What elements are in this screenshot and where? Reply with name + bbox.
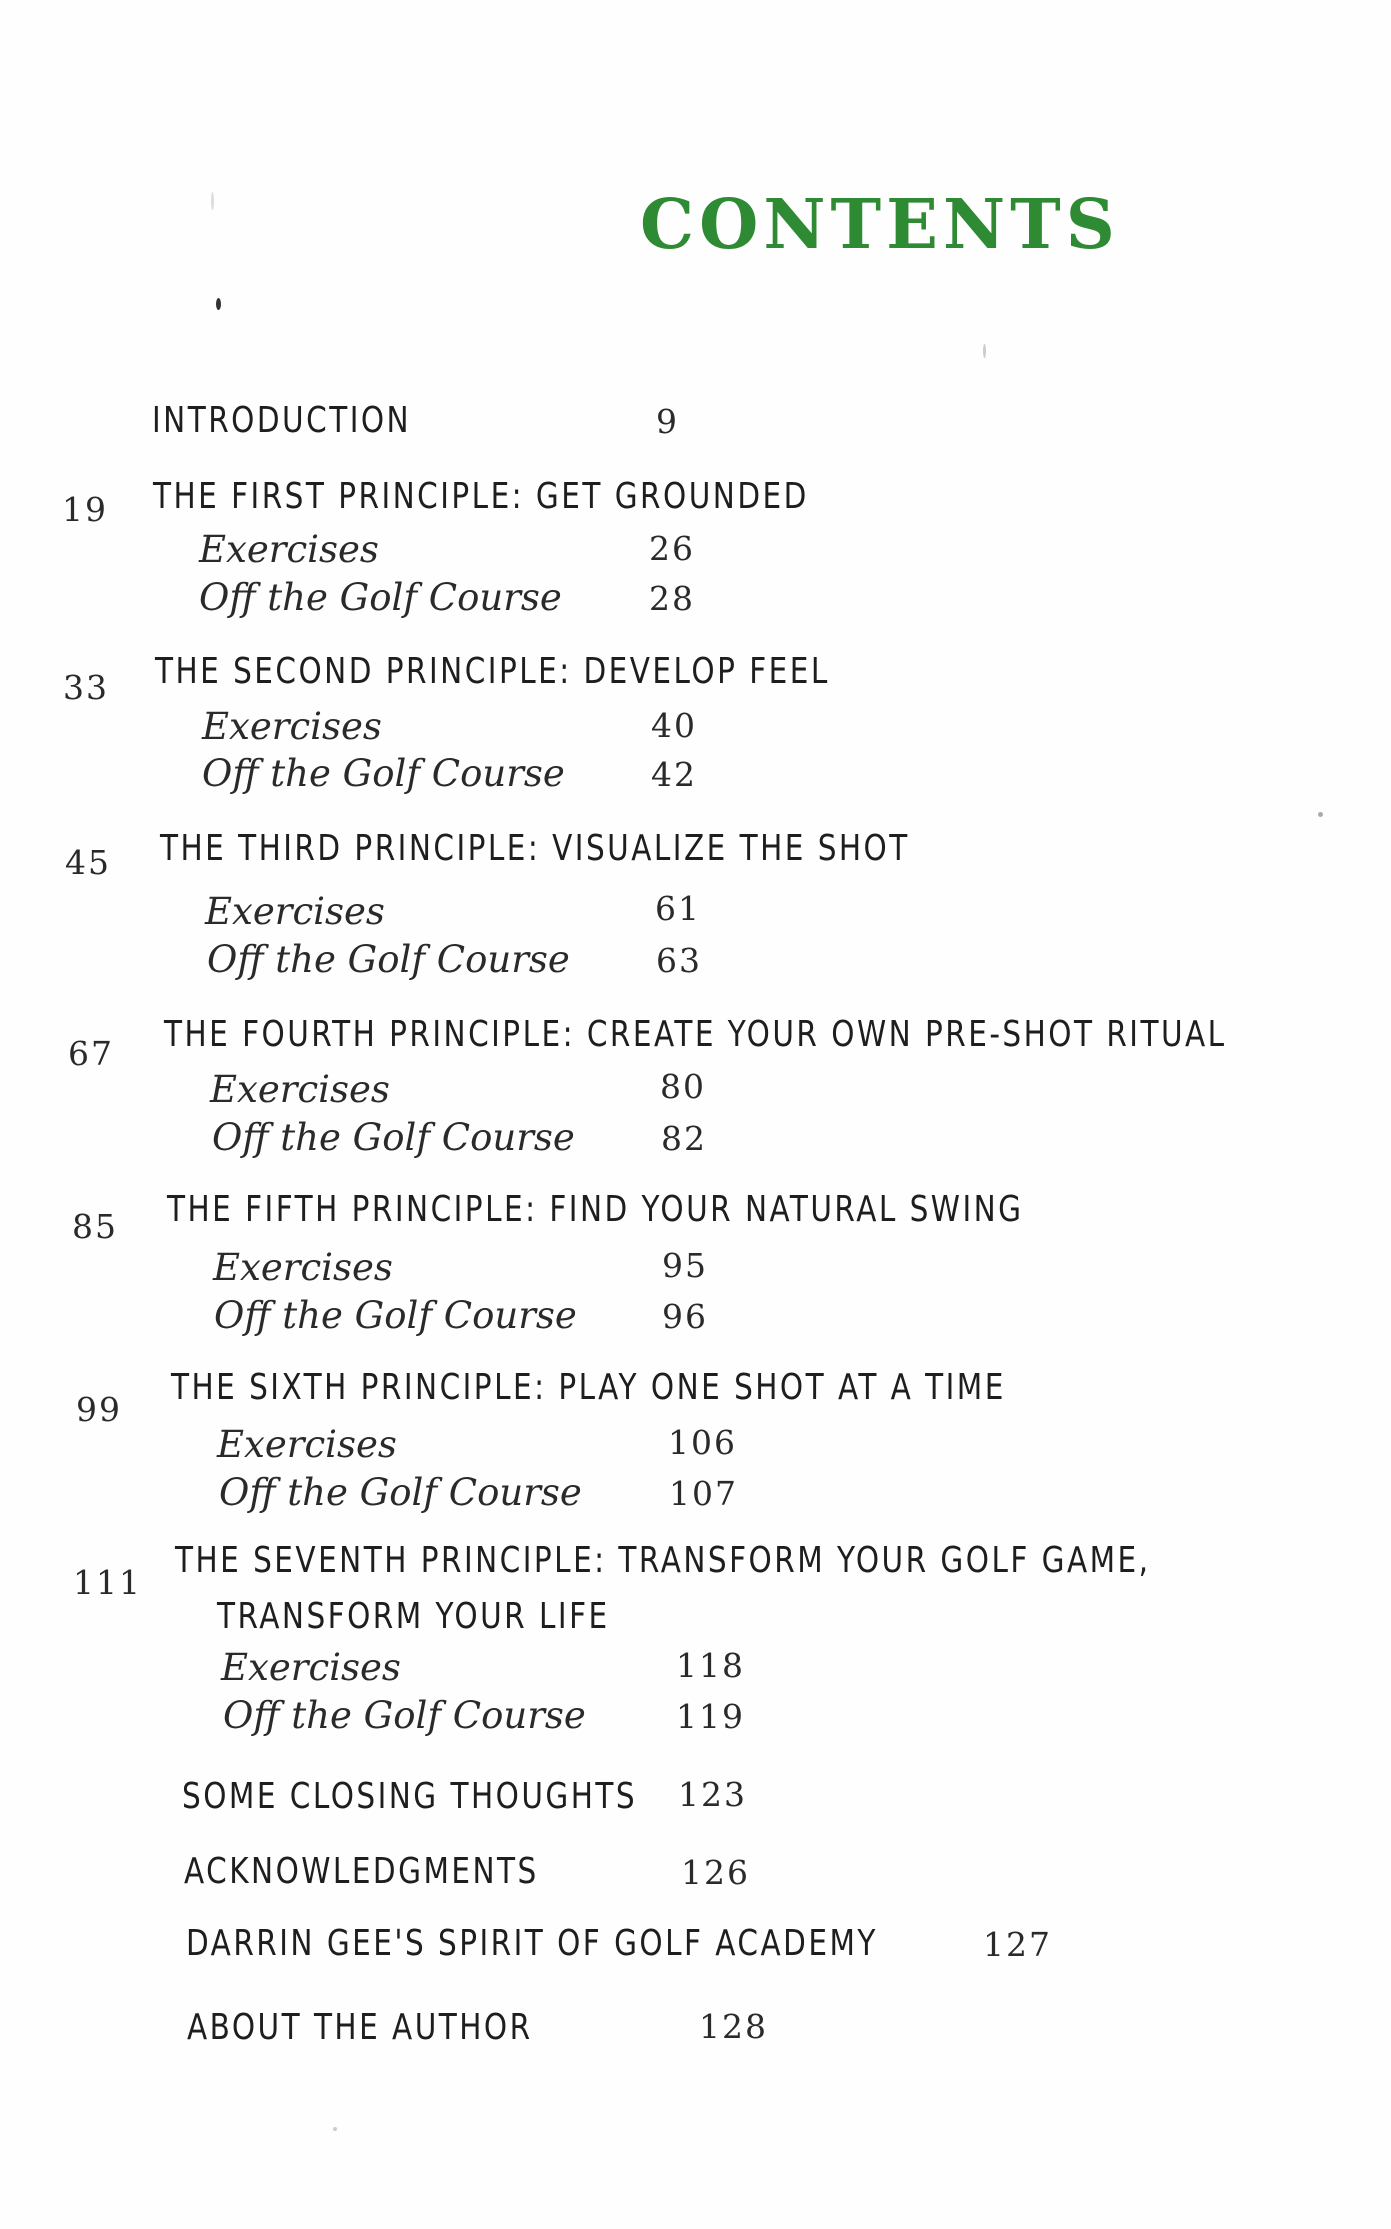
chapter-5-off-course-label: Off the Golf Course [214, 1294, 577, 1337]
chapter-3-exercises-page: 61 [655, 889, 701, 928]
chapter-2-start-page: 33 [63, 668, 109, 707]
chapter-1-off-course-label: Off the Golf Course [199, 576, 562, 619]
chapter-6-off-course-label: Off the Golf Course [219, 1471, 582, 1514]
chapter-7-title-line-2: TRANSFORM YOUR LIFE [217, 1596, 610, 1637]
page-title: CONTENTS [640, 185, 1120, 265]
chapter-3-exercises-label: Exercises [205, 890, 385, 933]
scan-speck [211, 192, 214, 210]
toc-introduction-page: 9 [656, 402, 679, 441]
chapter-3-title: THE THIRD PRINCIPLE: VISUALIZE THE SHOT [160, 828, 910, 869]
toc-academy-label: DARRIN GEE'S SPIRIT OF GOLF ACADEMY [186, 1923, 878, 1964]
chapter-4-off-course-label: Off the Golf Course [212, 1116, 575, 1159]
scan-speck [333, 2127, 337, 2131]
chapter-1-exercises-label: Exercises [199, 528, 379, 571]
toc-about-author-label: ABOUT THE AUTHOR [187, 2007, 533, 2048]
chapter-2-exercises-label: Exercises [202, 705, 382, 748]
scan-speck [983, 344, 986, 358]
chapter-2-off-course-label: Off the Golf Course [202, 752, 565, 795]
chapter-5-start-page: 85 [72, 1207, 118, 1246]
chapter-2-exercises-page: 40 [651, 706, 697, 745]
chapter-1-off-course-page: 28 [649, 579, 695, 618]
toc-closing-thoughts-label: SOME CLOSING THOUGHTS [182, 1776, 638, 1817]
chapter-5-exercises-label: Exercises [213, 1246, 393, 1289]
chapter-5-title: THE FIFTH PRINCIPLE: FIND YOUR NATURAL SWING [167, 1189, 1024, 1230]
chapter-6-start-page: 99 [76, 1390, 122, 1429]
chapter-4-title: THE FOURTH PRINCIPLE: CREATE YOUR OWN PRE-SHOT RITUAL [164, 1014, 1227, 1055]
toc-introduction-label: INTRODUCTION [152, 400, 412, 441]
chapter-5-exercises-page: 95 [662, 1246, 708, 1285]
chapter-6-exercises-page: 106 [668, 1423, 737, 1462]
scan-speck [1318, 812, 1323, 817]
toc-closing-thoughts-page: 123 [678, 1775, 747, 1814]
chapter-2-title: THE SECOND PRINCIPLE: DEVELOP FEEL [155, 651, 830, 692]
chapter-4-exercises-page: 80 [660, 1067, 706, 1106]
chapter-7-start-page: 111 [73, 1563, 142, 1602]
chapter-3-off-course-page: 63 [656, 941, 702, 980]
chapter-7-off-course-label: Off the Golf Course [223, 1694, 586, 1737]
chapter-7-exercises-label: Exercises [221, 1646, 401, 1689]
chapter-7-title: THE SEVENTH PRINCIPLE: TRANSFORM YOUR GOLF GAME, [175, 1540, 1151, 1581]
chapter-3-off-course-label: Off the Golf Course [207, 938, 570, 981]
chapter-4-exercises-label: Exercises [210, 1068, 390, 1111]
chapter-4-off-course-page: 82 [661, 1119, 707, 1158]
chapter-6-off-course-page: 107 [669, 1474, 738, 1513]
chapter-6-exercises-label: Exercises [217, 1423, 397, 1466]
chapter-6-title: THE SIXTH PRINCIPLE: PLAY ONE SHOT AT A TIME [171, 1367, 1006, 1408]
chapter-2-off-course-page: 42 [651, 755, 697, 794]
chapter-5-off-course-page: 96 [662, 1297, 708, 1336]
chapter-1-title: THE FIRST PRINCIPLE: GET GROUNDED [153, 476, 809, 517]
chapter-4-start-page: 67 [68, 1034, 114, 1073]
chapter-3-start-page: 45 [65, 843, 111, 882]
chapter-7-exercises-page: 118 [676, 1646, 745, 1685]
toc-acknowledgments-label: ACKNOWLEDGMENTS [184, 1851, 539, 1892]
chapter-7-off-course-page: 119 [676, 1697, 745, 1736]
toc-academy-page: 127 [983, 1925, 1052, 1964]
chapter-1-start-page: 19 [62, 490, 108, 529]
toc-about-author-page: 128 [699, 2007, 768, 2046]
toc-acknowledgments-page: 126 [681, 1853, 750, 1892]
chapter-1-exercises-page: 26 [649, 529, 695, 568]
scan-speck [216, 298, 221, 310]
